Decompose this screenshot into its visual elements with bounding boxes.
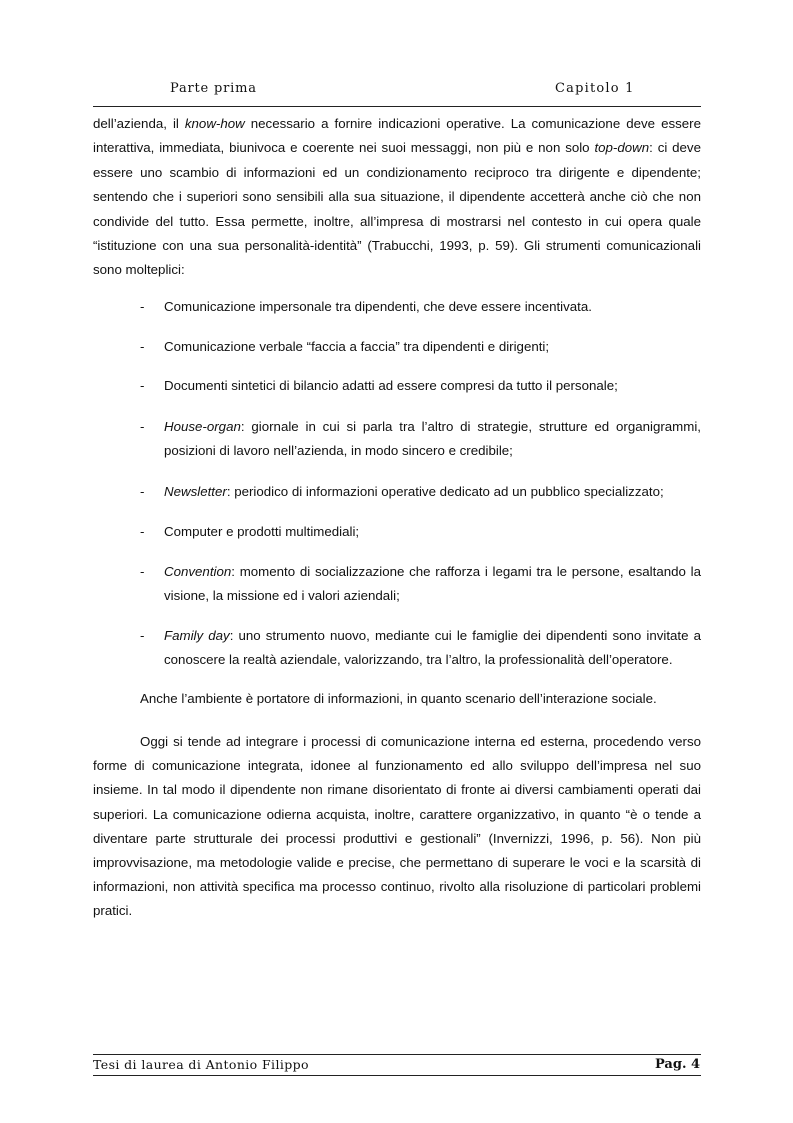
- paragraph-integration: Oggi si tende ad integrare i processi di comunicazione interna ed esterna, procedendo verso forme di comunicazione integrata, idonee al funzionamento ed allo sviluppo dell’impresa nel suo insieme. In tal modo il dipendente non rimane disorientato di fronte ai diversi cambiamenti operati dai superiori. La comunicazione odierna acquista, inoltre, carattere organizzativo, in quanto “è o tende a diventare parte strutturale dei processi produttivi e gestionali” (Invernizzi, 1996, p. 56). Non più improvvisazione, ma metodologie valide e precise, che permettano di superare le voci e la scarsità di informazioni, non attività specifica ma processo continuo, rivolto alla risoluzione di particolari problemi pratici.: [93, 734, 701, 919]
- paragraph-intro: [93, 112, 701, 283]
- footer-page-number: Pag. 4: [655, 1057, 701, 1072]
- list-bullet: -: [140, 419, 145, 434]
- list-bullet: -: [140, 299, 145, 314]
- footer-thesis-author: Tesi di laurea di Antonio Filippo: [93, 1057, 309, 1072]
- list-item-text: Computer e prodotti multimediali;: [164, 524, 360, 539]
- list-bullet: -: [140, 484, 145, 499]
- paragraph-environment: Anche l’ambiente è portatore di informazioni, in quanto scenario dell’interazione sociale.: [140, 691, 657, 706]
- list-bullet: -: [140, 378, 145, 393]
- list-item-text: Family day: uno strumento nuovo, mediante cui le famiglie dei dipendenti sono invitate a conoscere la realtà aziendale, valorizzando, tra l’altro, la professionalità dell’operatore.: [164, 628, 701, 668]
- list-item-text: House-organ: giornale in cui si parla tra l’altro di strategie, strutture ed organigrammi, posizioni di lavoro nell’azienda, in modo sincero e credibile;: [164, 419, 701, 459]
- para1-emphasis-knowhow: know-how: [184, 116, 245, 131]
- para1-text-1: dell’azienda, il: [93, 116, 185, 131]
- list-bullet: -: [140, 564, 145, 579]
- list-item-text: Comunicazione verbale “faccia a faccia” tra dipendenti e dirigenti;: [164, 339, 550, 354]
- header-rule: [93, 106, 701, 107]
- header-part: Parte prima: [170, 81, 257, 96]
- para1-text-2: necessario a fornire indicazioni operative. La comunicazione deve essere interattiva, immediata, biunivoca e coerente nei suoi messaggi, non più e non solo: [93, 116, 701, 156]
- list-item-text: Comunicazione impersonale tra dipendenti, che deve essere incentivata.: [164, 299, 592, 314]
- header-chapter: Capitolo 1: [555, 81, 635, 96]
- para1-emphasis-topdown: top-down: [594, 140, 650, 156]
- list-bullet: -: [140, 524, 145, 539]
- footer-rule-top: [93, 1054, 701, 1055]
- list-bullet: -: [140, 339, 145, 354]
- list-item-text: Newsletter: periodico di informazioni operative dedicato ad un pubblico specializzato;: [164, 484, 664, 499]
- list-item-text: Documenti sintetici di bilancio adatti ad essere compresi da tutto il personale;: [164, 378, 618, 393]
- footer-rule-bottom: [93, 1075, 701, 1076]
- para1-text-3: : ci deve essere uno scambio di informazioni ed un condizionamento reciproco tra dirigente e dipendente; sentendo che i superiori sono sensibili alla sua situazione, il dipendente accetterà anche ciò che non condivide del tutto. Essa permette, inoltre, all’impresa di mostrarsi nel contesto in cui opera quale “istituzione con una sua personalità-identità” (Trabucchi, 1993, p. 59). Gli strumenti comunicazionali sono molteplici:: [93, 140, 701, 278]
- list-item-text: Convention: momento di socializzazione che rafforza i legami tra le persone, esaltando la visione, la missione ed i valori aziendali;: [164, 564, 701, 604]
- list-bullet: -: [140, 628, 145, 643]
